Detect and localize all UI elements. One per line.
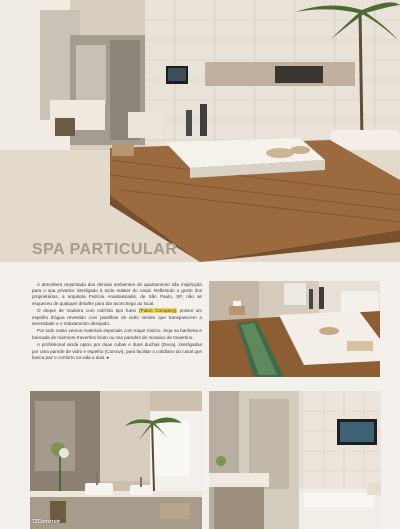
photo-deck-water-mirror — [209, 281, 380, 377]
article-title: SPA PARTICULAR — [32, 241, 178, 258]
highlighted-brand: (Futon Company) — [139, 308, 177, 314]
paragraph-2: O deque de madeira com colchão tipo futon (Futon Company) possui um espelho d'água revestido com pastilhas de vidro verdes que transparecem a serenidade e o relaxamento desejado. — [32, 308, 202, 326]
article-body — [32, 282, 202, 362]
photo-double-sinks — [30, 391, 202, 529]
page-number-footer: 72Construir — [32, 519, 61, 525]
paragraph-1: A atmosfera requintada dos demais ambientes do apartamento são inspiração para o spa privativo interligado à suíte máster do casal. Refletindo o gosto dos proprietários, a arquiteta Patrícia Anastassiadis, de São Paulo, SP, não se esqueceu de qualquer detalhe para dar aconchego ao local. — [32, 282, 202, 306]
paragraph-3: Por todo canto vemos materiais especiais com toque rústico. Seja na banheira e bancada de mármore travertino bruto ou nas paredes de mosaico de travertino. — [32, 328, 202, 340]
hero-photo-spa — [0, 0, 400, 262]
continue-arrow-icon: ▸ — [106, 354, 110, 361]
paragraph-4: A profissional ainda optou por duas cubas e duas duchas (Deca), interligadas por uma parede de vidro e espelho (Comovi), para facilitar o cotidiano do casal que busca paz e conforto na vida a dois. ▸ — [32, 342, 202, 361]
photo-shower-tub — [209, 391, 381, 529]
